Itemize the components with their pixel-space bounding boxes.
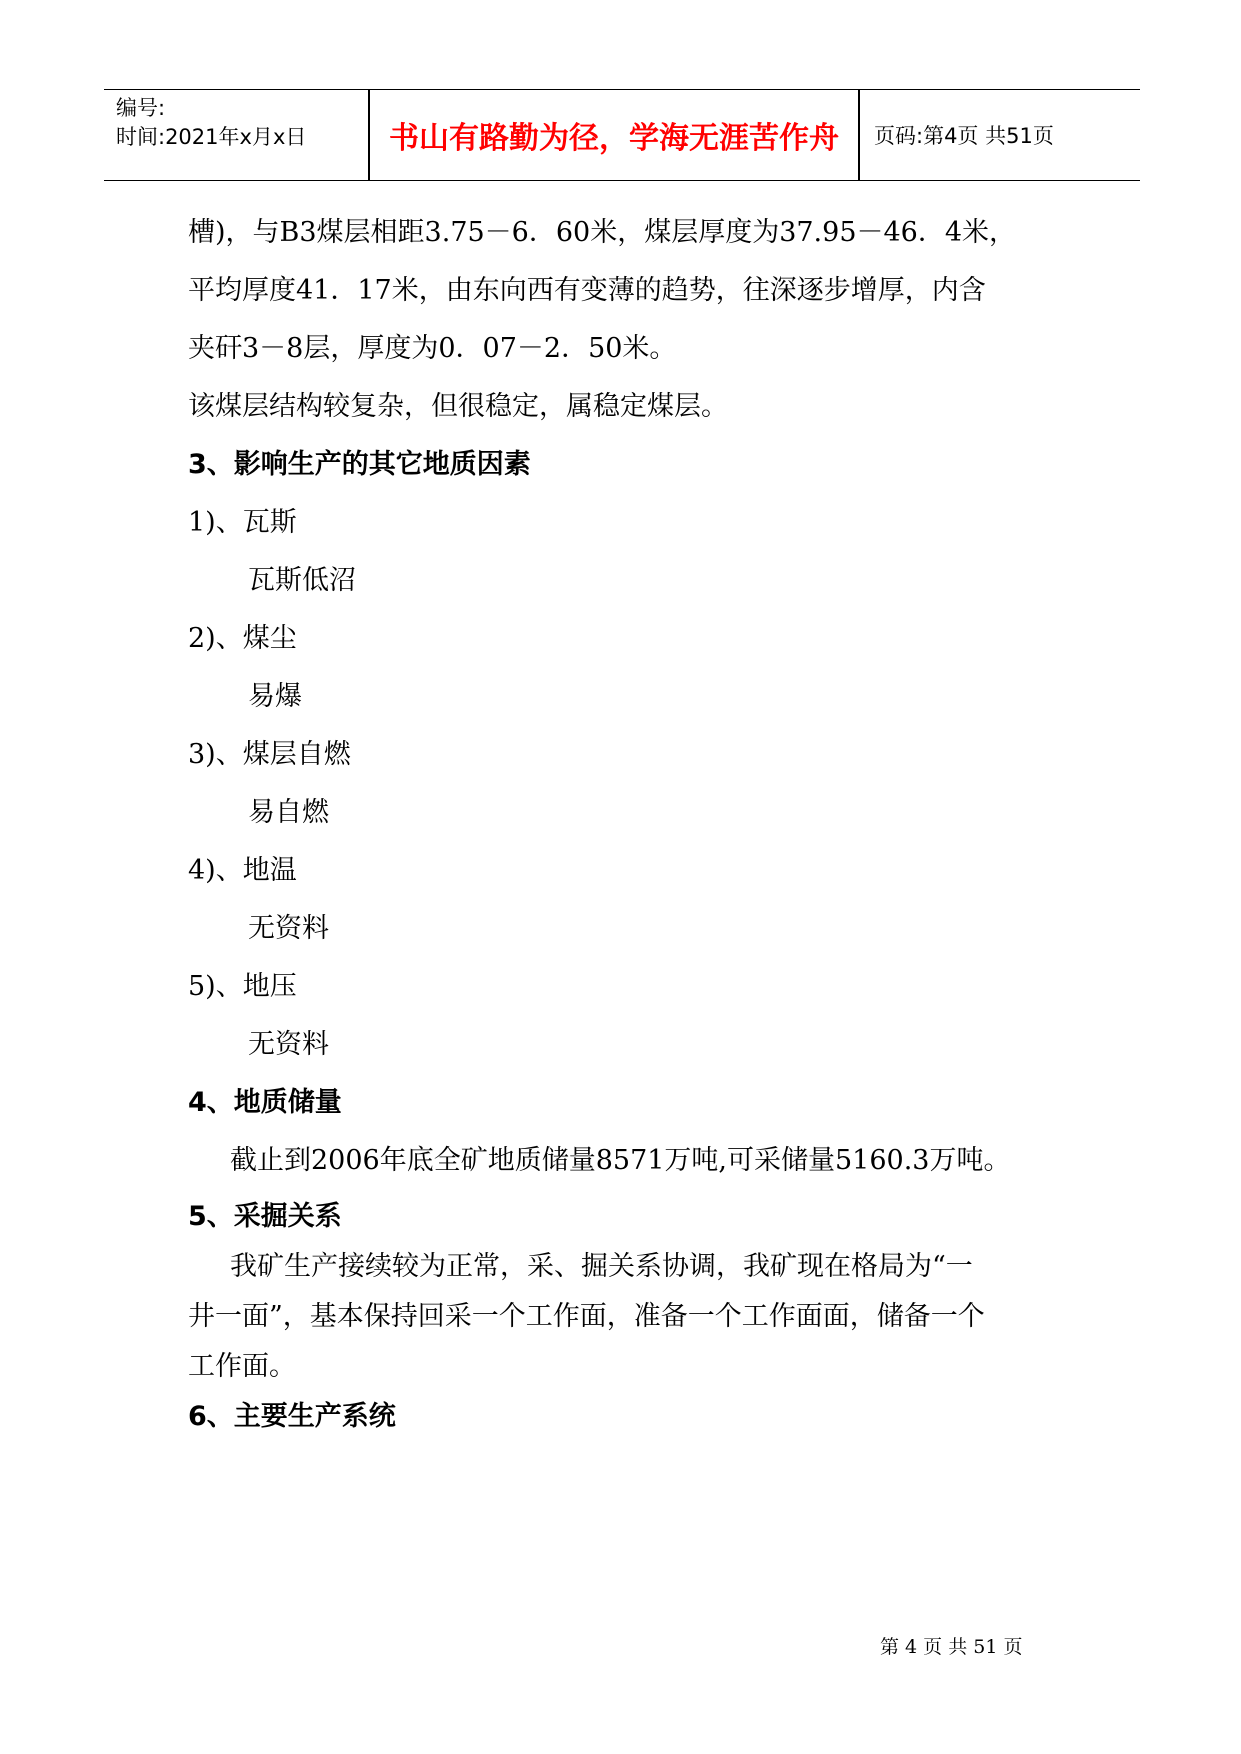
header-motto: 书山有路勤为径，学海无涯苦作舟 [389,121,839,156]
header-meta [116,94,366,152]
section-heading: 4、地质储量 [188,1087,342,1118]
document-number-label: 编号: [116,96,166,120]
paragraph-line: 截止到2006年底全矿地质储量8571万吨,可采储量5160.3万吨。 [230,1145,1011,1176]
list-item-text: 瓦斯低沼 [248,565,356,596]
paragraph-line: 平均厚度41．17米，由东向西有变薄的趋势，往深逐步增厚，内含 [188,275,986,306]
page-footer: 第 4 页 共 51 页 [880,1636,1023,1658]
list-item-heading: 4)、地温 [188,855,297,886]
list-item-text: 无资料 [248,1029,329,1060]
list-item-text: 易爆 [248,681,302,712]
section-heading: 3、影响生产的其它地质因素 [188,449,531,480]
list-item-text: 易自燃 [248,797,329,828]
list-item-heading: 5)、地压 [188,971,297,1002]
header-divider [858,90,860,180]
document-time-label: 时间:2021年x月x日 [116,125,307,149]
paragraph-line: 夹矸3－8层，厚度为0．07－2．50米。 [188,333,677,364]
list-item-heading: 3)、煤层自燃 [188,739,351,770]
header-page-info: 页码:第4页 共51页 [874,124,1054,148]
section-heading: 6、主要生产系统 [188,1401,396,1432]
paragraph-line: 工作面。 [188,1351,296,1382]
paragraph-line: 我矿生产接续较为正常，采、掘关系协调，我矿现在格局为“一 [230,1251,973,1282]
list-item-heading: 2)、煤尘 [188,623,297,654]
list-item-heading: 1)、瓦斯 [188,507,297,538]
paragraph-line: 该煤层结构较复杂，但很稳定，属稳定煤层。 [188,391,728,422]
paragraph-line: 槽)，与B3煤层相距3.75－6．60米，煤层厚度为37.95－46．4米， [188,217,1017,248]
section-heading: 5、采掘关系 [188,1201,342,1232]
paragraph-line: 井一面”，基本保持回采一个工作面，准备一个工作面面，储备一个 [188,1301,985,1332]
page-header [104,89,1140,181]
list-item-text: 无资料 [248,913,329,944]
